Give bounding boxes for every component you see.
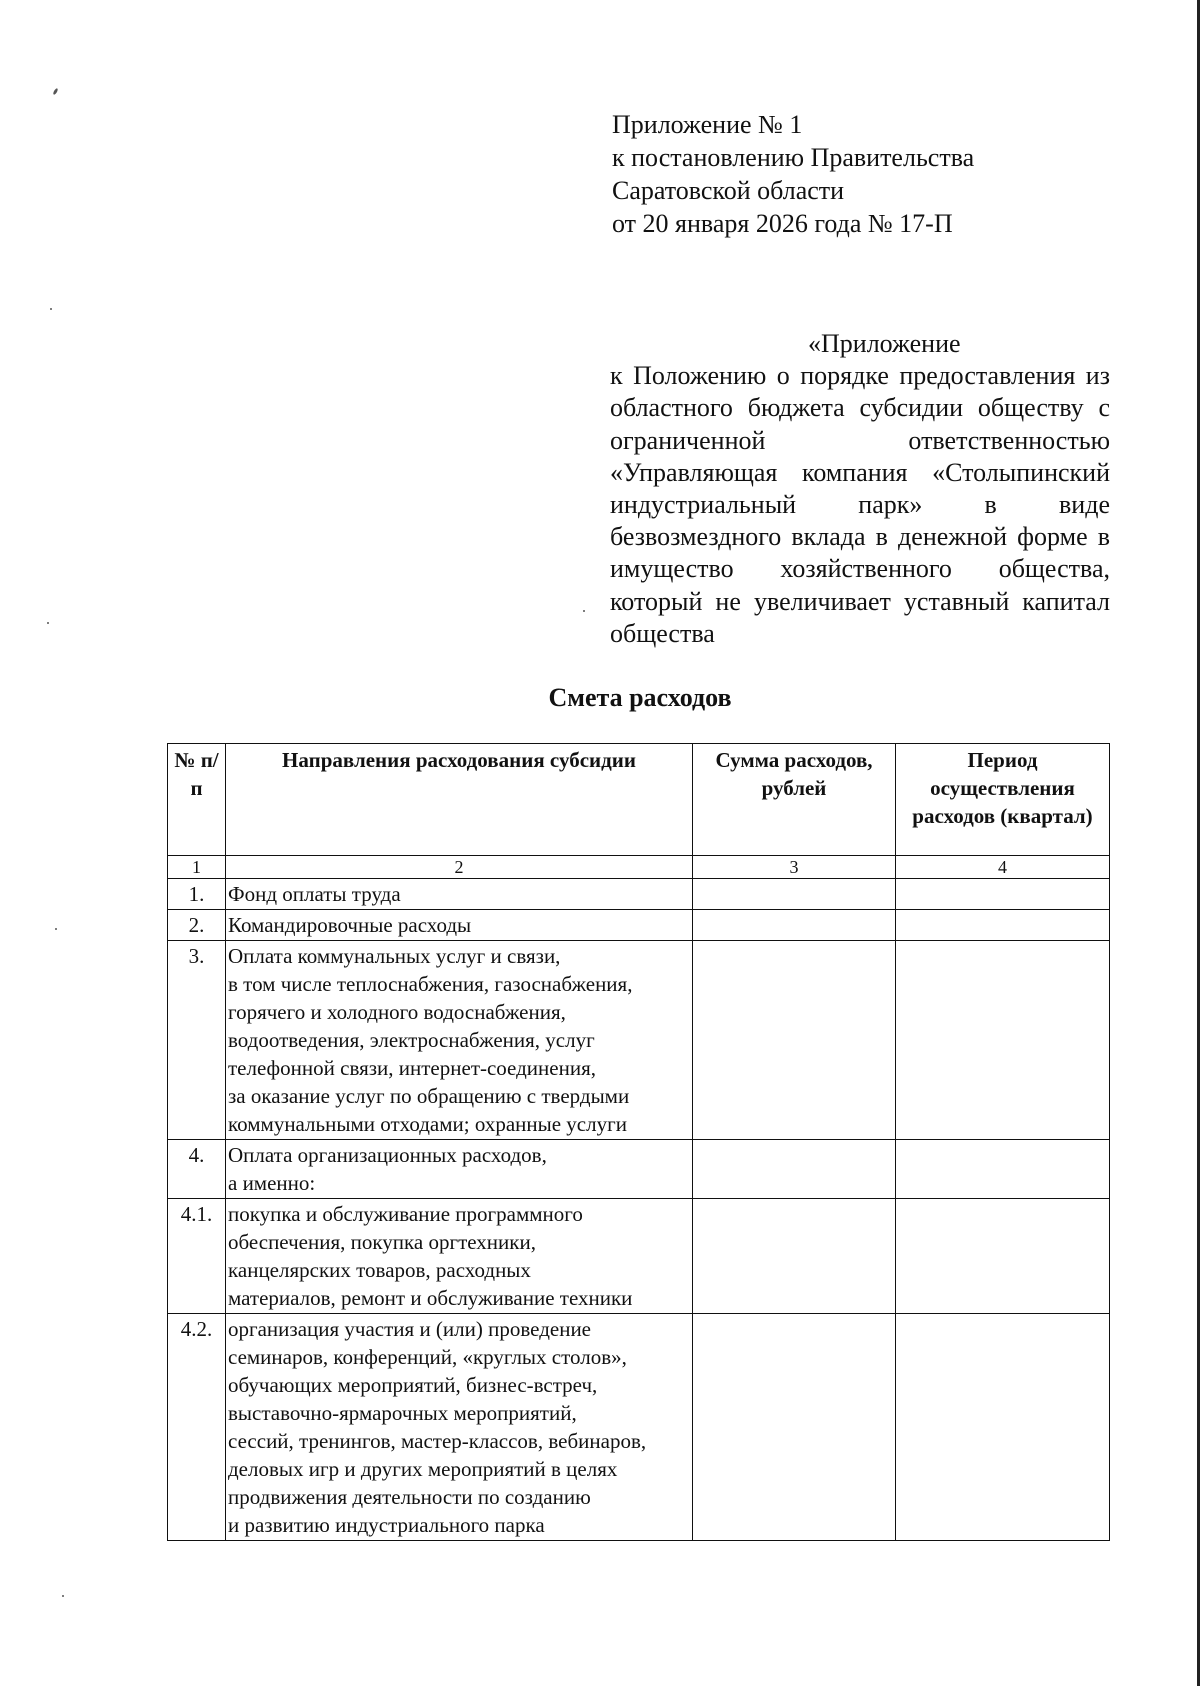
table-row — [168, 1199, 1110, 1314]
row-direction-cell: Командировочные расходы — [226, 910, 693, 941]
row-amount-cell — [693, 1140, 896, 1199]
regulation-title: «Приложение — [808, 329, 961, 358]
appendix-header — [612, 108, 1132, 240]
row-period-cell — [896, 1140, 1110, 1199]
header-direction: Направления расходования субсидии — [226, 744, 693, 856]
scan-speck — [55, 928, 57, 930]
table-row — [168, 910, 1110, 941]
scan-speck — [52, 88, 58, 96]
regulation-reference — [610, 328, 1110, 650]
row-amount-cell — [693, 941, 896, 1140]
column-number: 1 — [168, 856, 226, 879]
row-amount-cell — [693, 1314, 896, 1541]
appendix-header-line: Приложение № 1 — [612, 110, 803, 139]
table-row — [168, 941, 1110, 1140]
appendix-header-line: к постановлению Правительства — [612, 143, 975, 172]
row-period-cell — [896, 1199, 1110, 1314]
column-numbering-row — [168, 856, 1110, 879]
row-number-cell: 3. — [168, 941, 226, 1140]
row-period-cell — [896, 1314, 1110, 1541]
header-period: Период осуществления расходов (квартал) — [896, 744, 1110, 856]
table-row — [168, 1140, 1110, 1199]
header-amount: Сумма расходов, рублей — [693, 744, 896, 856]
row-number-cell: 1. — [168, 879, 226, 910]
row-direction-cell: покупка и обслуживание программного обеспечения, покупка оргтехники, канцелярских товаров, расходных материалов, ремонт и обслуживание техники — [226, 1199, 693, 1314]
column-number: 4 — [896, 856, 1110, 879]
header-number: № п/п — [168, 744, 226, 856]
scan-speck — [583, 610, 585, 612]
column-number: 3 — [693, 856, 896, 879]
row-direction-cell: организация участия и (или) проведение семинаров, конференций, «круглых столов», обучающих мероприятий, бизнес-встреч, выставочно-ярмарочных мероприятий, сессий, тренингов, мастер-классов, вебинаров, деловых игр и других мероприятий в целях продвижения деятельности по созданию и развитию индустриального парка — [226, 1314, 693, 1541]
row-amount-cell — [693, 879, 896, 910]
appendix-header-line: от 20 января 2026 года № 17-П — [612, 209, 953, 238]
appendix-header-line: Саратовской области — [612, 176, 845, 205]
scan-speck — [62, 1595, 64, 1597]
regulation-body: к Положению о порядке предоставления из областного бюджета субсидии обществу с ограниченной ответственностью «Управляющая компания «Столыпинский индустриальный парк» в виде безвозмездного вклада в денежной форме в имущество хозяйственного общества, который не увеличивает уставный капитал общества — [610, 361, 1110, 648]
row-direction-cell: Оплата коммунальных услуг и связи, в том числе теплоснабжения, газоснабжения, горячего и холодного водоснабжения, водоотведения, электроснабжения, услуг телефонной связи, интернет-соединения, за оказание услуг по обращению с твердыми коммунальными отходами; охранные услуги — [226, 941, 693, 1140]
row-number-cell: 4. — [168, 1140, 226, 1199]
row-amount-cell — [693, 1199, 896, 1314]
row-period-cell — [896, 879, 1110, 910]
row-direction-cell: Фонд оплаты труда — [226, 879, 693, 910]
document-title: Смета расходов — [548, 683, 732, 712]
table-row — [168, 879, 1110, 910]
column-number: 2 — [226, 856, 693, 879]
table-header-row — [168, 744, 1110, 856]
table-row — [168, 1314, 1110, 1541]
expense-estimate-table — [167, 743, 1110, 1541]
row-number-cell: 4.2. — [168, 1314, 226, 1541]
row-direction-cell: Оплата организационных расходов, а именно: — [226, 1140, 693, 1199]
row-period-cell — [896, 941, 1110, 1140]
scan-speck — [47, 622, 49, 624]
row-amount-cell — [693, 910, 896, 941]
row-number-cell: 2. — [168, 910, 226, 941]
row-period-cell — [896, 910, 1110, 941]
scan-speck — [50, 308, 52, 310]
table-body — [168, 879, 1110, 1541]
row-number-cell: 4.1. — [168, 1199, 226, 1314]
